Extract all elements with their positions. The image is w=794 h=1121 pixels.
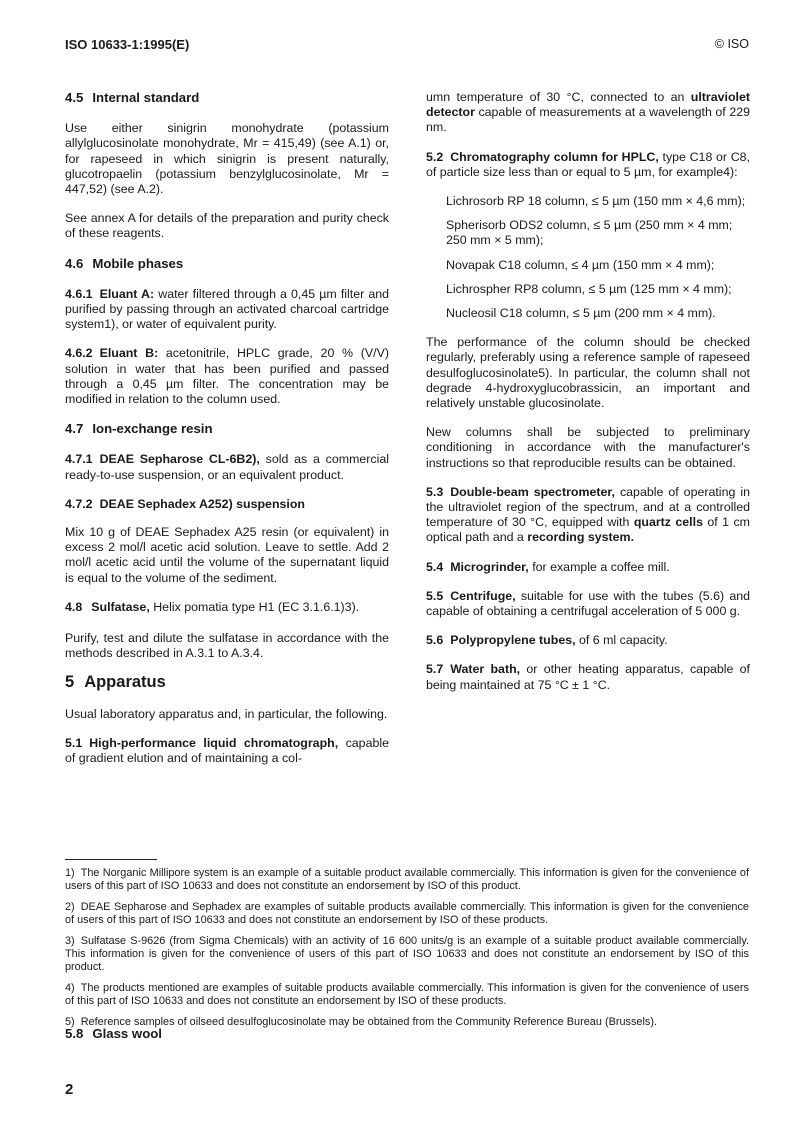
heading-4-7: 4.7 Ion-exchange resin bbox=[65, 421, 213, 437]
footnote: 1) The Norganic Millipore system is an example of a suitable product available commercially. This information is given for the convenience of users of this part of ISO 10633 and does not constitute an endorsement by ISO of this product. bbox=[65, 867, 749, 893]
footnotes bbox=[65, 867, 749, 1036]
left-column bbox=[65, 90, 389, 780]
paragraph-4-8: Purify, test and dilute the sulfatase in accordance with the methods described in A.3.1 to A.3.4. bbox=[65, 631, 389, 661]
heading-4-8: 4.8 Sulfatase, Helix pomatia type H1 (EC 3.1.6.1)3). bbox=[65, 599, 360, 614]
paragraph-4-6-2: 4.6.2 Eluant B: acetonitrile, HPLC grade, 20 % (V/V) solution in water that has been purified and passed through a 0,45 µm filter. The concentration may be modified in relation to the column used. bbox=[65, 346, 389, 407]
page-header bbox=[65, 37, 749, 57]
paragraph-5: Usual laboratory apparatus and, in particular, the following. bbox=[65, 706, 388, 721]
paragraph-5-1: 5.1 High-performance liquid chromatograph, capable of gradient elution and of maintaining a col- bbox=[65, 735, 389, 766]
paragraph-5-2: 5.2 Chromatography column for HPLC, type C18 or C8, of particle size less than or equal to 5 µm, for example4): bbox=[426, 149, 750, 179]
paragraph-5-5: 5.5 Centrifuge, suitable for use with the tubes (5.6) and capable of obtaining a centrifugal acceleration of 5 000 g. bbox=[426, 588, 750, 619]
heading-4-7-2: 4.7.2 DEAE Sephadex A252) suspension bbox=[65, 496, 305, 511]
footnote: 5) Reference samples of oilseed desulfoglucosinolate may be obtained from the Community Reference Bureau (Brussels). bbox=[65, 1015, 657, 1028]
paragraph-4-5-a: Use either sinigrin monohydrate (potassium allylglucosinolate monohydrate, Mr = 415,49) (see A.1) or, for rapeseed in which sinigrin is present naturally, glucotropaelin (potassium benzylglucosinolate, Mr = 447,52) (see A.2). bbox=[65, 121, 389, 197]
list-item: Lichrosorb RP 18 column, ≤ 5 µm (150 mm × 4,6 mm); bbox=[446, 194, 746, 209]
list-item: Novapak C18 column, ≤ 4 µm (150 mm × 4 mm); bbox=[446, 257, 715, 272]
footnote: 4) The products mentioned are examples of suitable products available commercially. This information is given for the convenience of users of this part of ISO 10633 and does not constitute an endorsement by ISO of these products. bbox=[65, 981, 749, 1008]
paragraph-5-1-cont: umn temperature of 30 °C, connected to an ultraviolet detector capable of measurements at a wavelength of 229 nm. bbox=[426, 90, 750, 135]
list-item: Lichrospher RP8 column, ≤ 5 µm (125 mm × 4 mm); bbox=[446, 281, 732, 296]
footnote: 3) Sulfatase S-9626 (from Sigma Chemicals) with an activity of 16 600 units/g is an example of a suitable product available commercially. This information is given for the convenience of users of this part of ISO 10633 and does not constitute an endorsement by ISO of this product. bbox=[65, 934, 749, 974]
footnote-divider bbox=[65, 859, 157, 860]
document-id: ISO 10633-1:1995(E) bbox=[65, 37, 190, 52]
list-item: Spherisorb ODS2 column, ≤ 5 µm (250 mm × 4 mm; 250 mm × 5 mm); bbox=[446, 218, 733, 248]
paragraph-5-6: 5.6 Polypropylene tubes, of 6 ml capacity. bbox=[426, 633, 668, 648]
paragraph-4-7-2: Mix 10 g of DEAE Sephadex A25 resin (or equivalent) in excess 2 mol/l acetic acid solution. Leave to settle. Add 2 mol/l acetic acid until the volume of the supernatant liquid is equal to the volume of the sediment. bbox=[65, 525, 389, 585]
paragraph-5-7: 5.7 Water bath, or other heating apparatus, capable of being maintained at 75 °C ± 1 °C. bbox=[426, 662, 750, 692]
list-item: Nucleosil C18 column, ≤ 5 µm (200 mm × 4 mm). bbox=[446, 306, 716, 321]
heading-5-8: 5.8 Glass wool bbox=[65, 1026, 162, 1041]
paragraph-5-2-c: New columns shall be subjected to preliminary conditioning in accordance with the manufacturer's instructions so that reproducible results can be obtained. bbox=[426, 425, 750, 470]
paragraph-4-7-1: 4.7.1 DEAE Sepharose CL-6B2), sold as a commercial ready-to-use suspension, or an equivalent product. bbox=[65, 452, 389, 482]
paragraph-4-6-1: 4.6.1 Eluant A: water filtered through a 0,45 µm filter and purified by passing through an activated charcoal cartridge system1), or water of equivalent purity. bbox=[65, 286, 389, 332]
paragraph-5-4: 5.4 Microgrinder, for example a coffee mill. bbox=[426, 559, 670, 574]
paragraph-5-2-b: The performance of the column should be checked regularly, preferably using a reference sample of rapeseed desulfoglucosinolate5). In particular, the column shall not degrade 4-hydroxyglucobrassicin, an important and relatively unstable glucosinolate. bbox=[426, 335, 750, 411]
heading-4-5: 4.5 Internal standard bbox=[65, 90, 200, 105]
page-number: 2 bbox=[65, 1081, 74, 1098]
right-column bbox=[426, 90, 750, 707]
paragraph-5-3: 5.3 Double-beam spectrometer, capable of operating in the ultraviolet region of the spectrum, and at a controlled temperature of 30 °C, equipped with quartz cells of 1 cm optical path and a recording system. bbox=[426, 484, 750, 545]
copyright-mark: © ISO bbox=[714, 37, 749, 51]
heading-4-6: 4.6 Mobile phases bbox=[65, 255, 184, 271]
heading-5-apparatus: 5 Apparatus bbox=[65, 673, 166, 692]
paragraph-4-5-b: See annex A for details of the preparation and purity check of these reagents. bbox=[65, 211, 389, 241]
footnote: 2) DEAE Sepharose and Sephadex are examples of suitable products available commercially. This information is given for the convenience of users of this part of ISO 10633 and does not constitute an endorsement by ISO of these products. bbox=[65, 900, 749, 927]
column-list bbox=[446, 194, 750, 321]
